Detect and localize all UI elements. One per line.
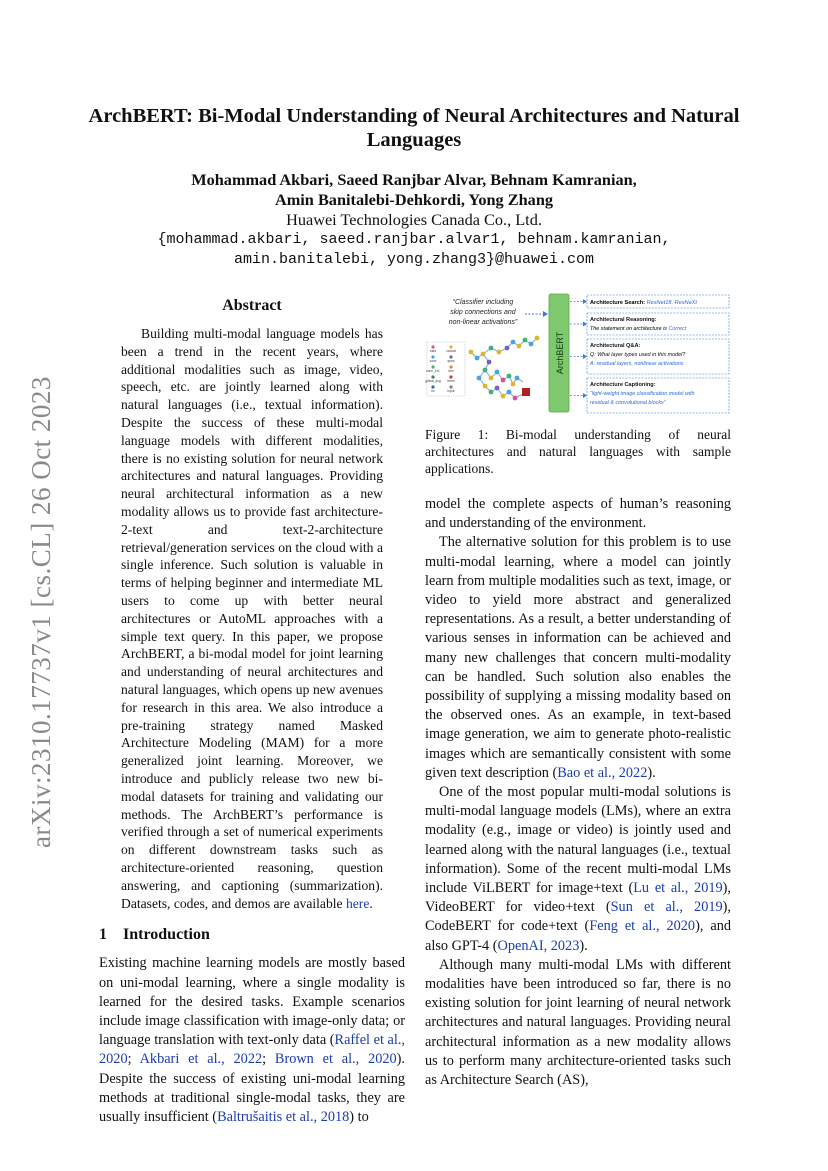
left-column <box>99 295 405 1127</box>
arxiv-identifier: arXiv:2310.17737v1 [cs.CL] 26 Oct 2023 <box>26 376 56 848</box>
legend-label: concat <box>446 349 456 354</box>
figure-1-diagram <box>425 292 731 416</box>
right-paragraph-1 <box>425 533 731 783</box>
intro-text-b: ). Despite the success of existing uni-modal learning methods at traditional single-modal tasks, they are usually insufficient ( <box>99 1051 405 1125</box>
paper-title: ArchBERT: Bi-Modal Understanding of Neural Architectures and Natural Languages <box>88 105 740 151</box>
task-list <box>570 295 729 413</box>
intro-heading <box>99 924 405 946</box>
legend-swatch <box>431 365 434 368</box>
citation-brown[interactable]: Brown et al., 2020 <box>274 1051 397 1068</box>
legend-label: ques <box>447 359 455 364</box>
intro-number: 1 <box>99 926 107 944</box>
legend-label: conv <box>429 359 437 364</box>
figure-1 <box>425 292 731 416</box>
task-title: Architecture Search: ResNet18, ResNeXt <box>590 300 697 306</box>
citation-separator: ; <box>262 1051 275 1068</box>
intro-text-a: Existing machine learning models are mostly based on uni-modal learning, where a single modality is learned for the desired tasks. Example scenarios include image classification with image-only data; or language translation with text-only data ( <box>99 955 405 1049</box>
right-column-text <box>425 495 731 1090</box>
citation-baltrusaitis[interactable]: Baltrušaitis et al., 2018 <box>217 1108 350 1125</box>
abstract-heading: Abstract <box>222 297 282 314</box>
authors-line-1: Mohammad Akbari, Saeed Ranjbar Alvar, Behnam Kamranian, <box>191 170 637 189</box>
right-p2-text-b: ), VideoBERT for video+text ( <box>425 880 731 916</box>
legend-swatch <box>431 385 434 388</box>
abstract-body <box>99 325 405 912</box>
task-title: Architecture Captioning: <box>590 382 656 388</box>
right-paragraph-3: Although many multi-modal LMs with different modalities have been introduced so far, there is no existing solution for joint learning of neural network architectures and natural languages. Providing neural architectural information as a new modality allows us to perform many architecture-oriented tasks such as Architecture Search (AS), <box>425 956 731 1089</box>
abstract-period: . <box>369 895 373 911</box>
figure-quote-line: “Classifier including <box>452 299 514 306</box>
right-paragraph-0: model the complete aspects of human’s reasoning and understanding of the environment. <box>425 496 731 532</box>
author-block <box>80 170 748 270</box>
citation-separator: ; <box>127 1051 140 1068</box>
legend-label: conv_1x1 <box>426 369 440 374</box>
citation-sun[interactable]: Sun et al., 2019 <box>610 899 723 916</box>
right-paragraph-2 <box>425 783 731 956</box>
legend-swatch <box>449 385 452 388</box>
right-p2-text-a: One of the most popular multi-modal solutions is multi-modal language models (LMs), where an extra modality (e.g., image or video) is jointly used and learned along with the natural languages (i.e., textual information). Some of the recent multi-modal LMs include ViLBERT for image+text ( <box>425 784 731 897</box>
authors-line-2: Amin Banitalebi-Dehkordi, Yong Zhang <box>274 190 554 209</box>
architecture-graph <box>469 336 540 401</box>
task-title: Architectural Reasoning: <box>590 317 657 323</box>
figure-quote-line: non-linear activations” <box>448 319 518 326</box>
legend-label: input <box>447 389 455 394</box>
intro-text-c: ) to <box>349 1108 369 1125</box>
citation-bao[interactable]: Bao et al., 2022 <box>557 764 648 781</box>
task-answer: A: residual layers, nonlinear activations <box>590 361 684 367</box>
legend-label: dim <box>448 369 454 374</box>
task-caption-line: “light-weight image classification model with <box>590 391 695 397</box>
right-p1-end: ). <box>647 764 656 781</box>
legend-label: lin <box>431 389 435 394</box>
legend-swatch <box>449 365 452 368</box>
task-detail: The statement on architecture is Correct <box>590 326 687 332</box>
right-column <box>425 292 731 1090</box>
legend-label: bias <box>430 349 436 354</box>
emails-line-1: {mohammad.akbari, saeed.ranjbar.alvar1, behnam.kamranian, <box>157 231 671 248</box>
legend-swatch <box>431 375 434 378</box>
arrow-head-icon <box>583 393 587 398</box>
citation-feng[interactable]: Feng et al., 2020 <box>589 918 696 935</box>
arrow-head-icon <box>543 311 548 317</box>
abstract-here-link[interactable]: here <box>345 895 370 911</box>
archbert-label: ArchBERT <box>555 331 565 375</box>
right-p2-text-e: ). <box>579 937 588 954</box>
citation-lu[interactable]: Lu et al., 2019 <box>633 880 723 897</box>
legend-label: bmm <box>447 379 455 384</box>
citation-raffel[interactable]: Raffel et al., 2020 <box>99 1032 405 1068</box>
figure-quote-line: skip connections and <box>450 309 516 316</box>
right-p2-text-c: ), CodeBERT for code+text ( <box>425 899 731 935</box>
legend-swatch <box>431 355 434 358</box>
intro-paragraph-1 <box>99 954 405 1127</box>
citation-akbari[interactable]: Akbari et al., 2022 <box>139 1051 263 1068</box>
task-caption-line: residual & convolutional blocks” <box>590 400 666 406</box>
legend-label: global_avg <box>425 379 441 384</box>
task-title: Architectural Q&A: <box>590 343 641 349</box>
arrow-head-icon <box>583 322 587 327</box>
citation-openai[interactable]: OpenAI, 2023 <box>497 937 580 954</box>
affiliation: Huawei Technologies Canada Co., Ltd. <box>286 210 542 229</box>
right-p2-text-d: ), and also GPT-4 ( <box>425 918 731 954</box>
task-question: Q: What layer types used in this model? <box>590 352 686 358</box>
output-node <box>522 388 530 396</box>
arrow-head-icon <box>583 299 587 304</box>
legend-swatch <box>449 345 452 348</box>
figure-1-caption: Figure 1: Bi-modal understanding of neural architectures and natural languages with sample applications. <box>425 427 731 476</box>
legend-swatch <box>431 345 434 348</box>
right-p1-text: The alternative solution for this problem is to use multi-modal learning, where a model can jointly learn from multiple modalities such as text, image, or video to yield more abstract and generalized representations. As a result, a better understanding of various senses in information can be achieved and many new challenges that concern multi-modality can be handled. Such solution also enables the possibility of supplying a missing modality based on the observed ones. As an example, in text-based image generation, we aim to generate photo-realistic images which are semantically consistent with some given text description ( <box>425 534 731 781</box>
intro-title: Introduction <box>123 926 210 944</box>
arrow-head-icon <box>583 354 587 359</box>
abstract-text: Building multi-modal language models has been a trend in the recent years, where additional modalities such as image, video, speech, etc. are jointly learned along with natural languages (i.e., textual information). Despite the success of these multi-modal language models with different modalities, there is no existing solution for neural network architectures and natural languages. Providing neural architectural information as a new modality allows us to provide fast architecture-2-text and text-2-architecture retrieval/generation services on the cloud with a single inference. Such solution is valuable in terms of helping beginner and intermediate ML users to come up with better neural architectures or AutoML approaches with a simple text query. In this paper, we propose ArchBERT, a bi-modal model for joint learning and understanding of neural architectures and natural languages, which opens up new avenues for research in this area. We also introduce a pre-training strategy named Masked Architecture Modeling (MAM) for a more generalized joint learning. Moreover, we introduce and publicly release two new bi-modal datasets for training and validating our methods. The ArchBERT’s performance is verified through a set of numerical experiments on different downstream tasks such as architecture-oriented reasoning, question answering, and captioning (summarization). Datasets, codes, and demos are available <box>121 326 383 911</box>
legend-swatch <box>449 355 452 358</box>
legend-swatch <box>449 375 452 378</box>
emails-line-2: amin.banitalebi, yong.zhang3}@huawei.com <box>233 251 595 268</box>
